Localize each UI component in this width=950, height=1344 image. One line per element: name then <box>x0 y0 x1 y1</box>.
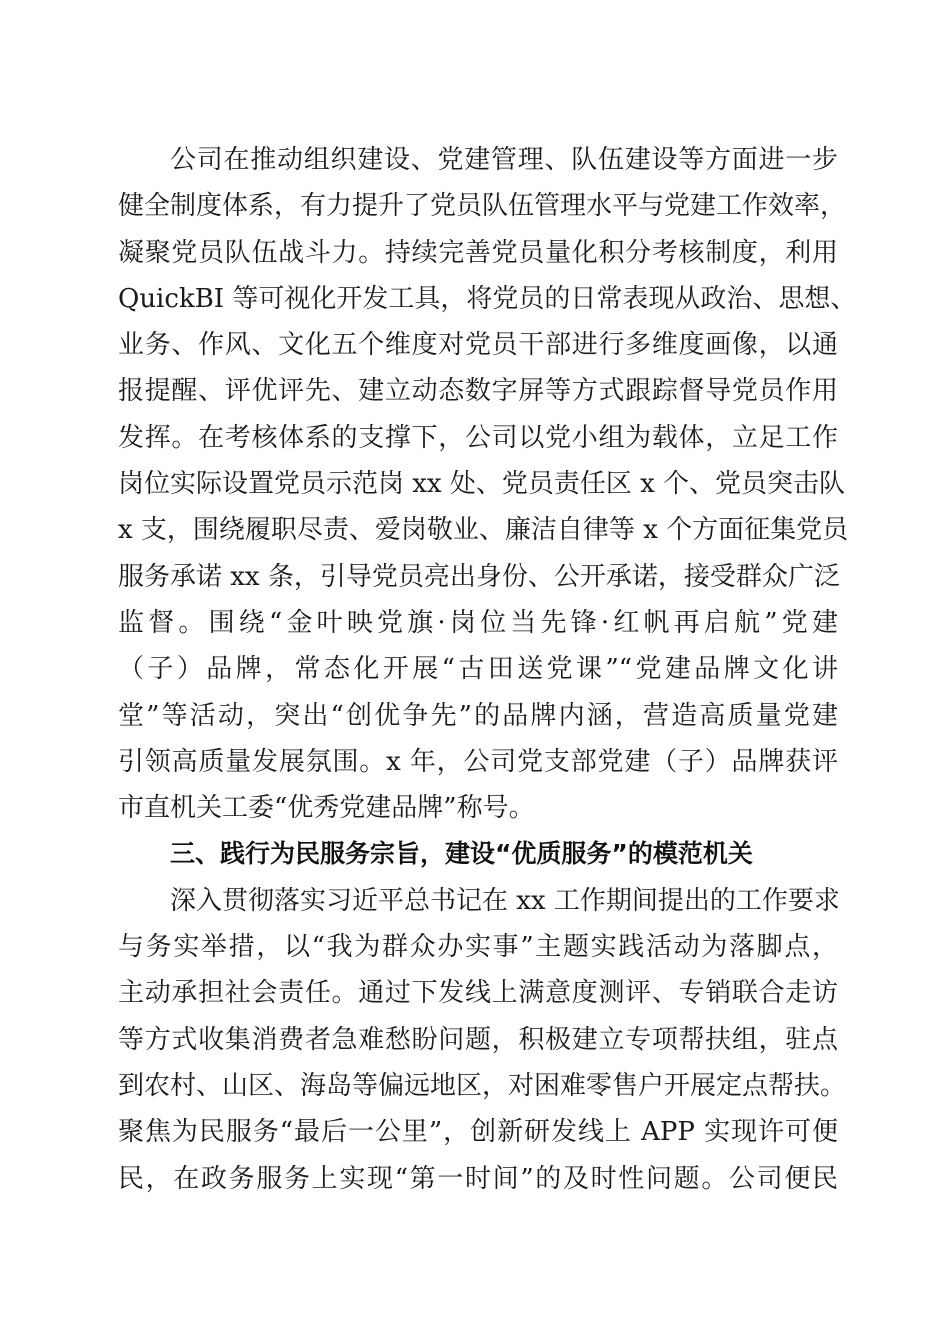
paragraph-line: 服务承诺 xx 条，引导党员亮出身份、公开承诺，接受群众广泛 <box>118 561 840 592</box>
paragraph-line: 市直机关工委“优秀党建品牌”称号。 <box>118 793 535 824</box>
paragraph-line: 岗位实际设置党员示范岗 xx 处、党员责任区 x 个、党员突击队 <box>118 469 846 500</box>
paragraph-line: 公司在推动组织建设、党建管理、队伍建设等方面进一步 <box>170 145 838 175</box>
paragraph-line: 监督。围绕“金叶映党旗·岗位当先锋·红帆再启航”党建 <box>118 607 838 638</box>
paragraph-line: 主动承担社会责任。通过下发线上满意度测评、专销联合走访 <box>118 978 838 1009</box>
paragraph-line: 凝聚党员队伍战斗力。持续完善党员量化积分考核制度，利用 <box>118 237 838 268</box>
paragraph-line: 业务、作风、文化五个维度对党员干部进行多维度画像，以通 <box>118 330 838 361</box>
paragraph-line: 与务实举措，以“我为群众办实事”主题实践活动为落脚点， <box>118 932 838 963</box>
paragraph-line: 健全制度体系，有力提升了党员队伍管理水平与党建工作效率， <box>118 191 847 222</box>
paragraph-line: 引领高质量发展氛围。x 年，公司党支部党建（子）品牌获评 <box>118 746 838 777</box>
paragraph-line: x 支，围绕履职尽责、爱岗敬业、廉洁自律等 x 个方面征集党员 <box>118 515 849 546</box>
paragraph-line: QuickBI 等可视化开发工具，将党员的日常表现从政治、思想、 <box>118 283 857 314</box>
paragraph-line: 等方式收集消费者急难愁盼问题，积极建立专项帮扶组，驻点 <box>118 1024 838 1055</box>
paragraph-line: 到农村、山区、海岛等偏远地区，对困难零售户开展定点帮扶。 <box>118 1070 847 1101</box>
paragraph-line: 报提醒、评优评先、建立动态数字屏等方式跟踪督导党员作用 <box>118 376 838 407</box>
paragraph-line: 发挥。在考核体系的支撑下，公司以党小组为载体，立足工作 <box>118 422 838 453</box>
paragraph-line: （子）品牌，常态化开展“古田送党课”“党建品牌文化讲 <box>118 654 838 685</box>
document-body <box>118 137 857 1202</box>
paragraph-line: 民，在政务服务上实现“第一时间”的及时性问题。公司便民 <box>118 1163 838 1194</box>
paragraph-line: 聚焦为民服务“最后一公里”，创新研发线上 APP 实现许可便 <box>118 1117 838 1148</box>
paragraph-line: 堂”等活动，突出“创优争先”的品牌内涵，营造高质量党建 <box>118 700 838 731</box>
paragraph-line: 深入贯彻落实习近平总书记在 xx 工作期间提出的工作要求 <box>170 885 840 916</box>
section-heading: 三、践行为民服务宗旨，建设“优质服务”的模范机关 <box>170 839 753 869</box>
